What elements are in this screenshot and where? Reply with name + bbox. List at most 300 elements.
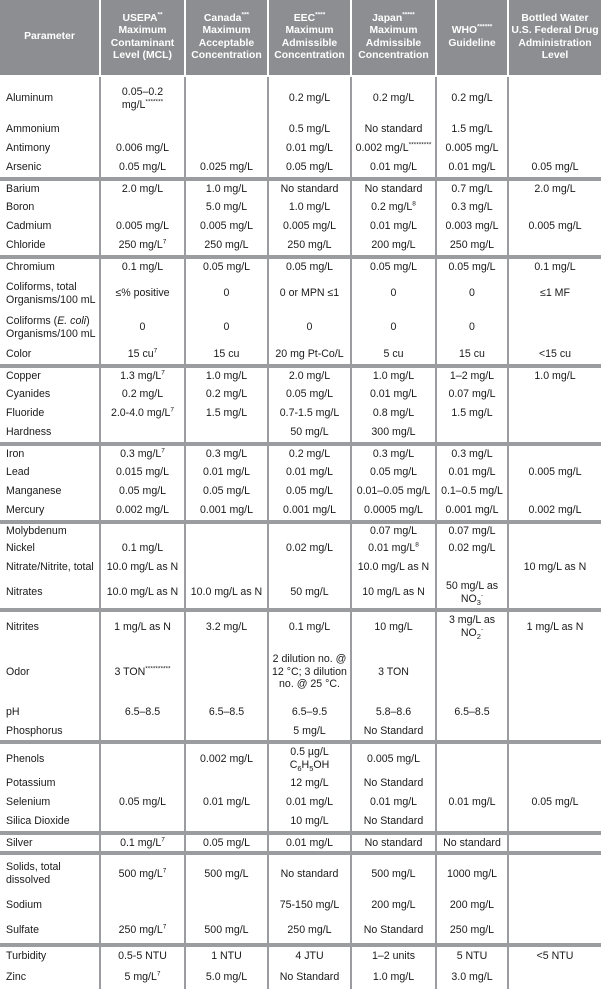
value-cell — [509, 198, 601, 217]
table-row — [0, 217, 601, 236]
value-cell: 1.0 mg/L — [352, 965, 437, 989]
value-cell: 0.2 $mg/L^8$ — [352, 198, 437, 217]
value-cell — [437, 774, 509, 793]
parameter-cell: Ammonium — [0, 120, 101, 139]
value-cell: 5.8–8.6 — [352, 702, 437, 723]
value-cell: 10.0 mg/L as N — [186, 577, 269, 608]
value-cell: 6.5–9.5 — [269, 702, 352, 723]
value-cell: 6.5–8.5 — [437, 702, 509, 723]
table-row — [0, 520, 601, 539]
parameter-cell: Turbidity — [0, 943, 101, 965]
value-cell — [186, 642, 269, 702]
value-cell: 0.05 mg/L — [269, 158, 352, 177]
parameter-cell: Iron — [0, 442, 101, 463]
value-cell — [186, 539, 269, 558]
value-cell: 3.0 mg/L — [437, 965, 509, 989]
value-cell: 0.005 mg/L — [186, 217, 269, 236]
value-cell — [509, 851, 601, 893]
value-cell: 50 mg/L — [269, 577, 352, 608]
value-cell — [509, 520, 601, 539]
value-cell — [509, 77, 601, 120]
value-cell: 0.01 mg/L — [269, 793, 352, 812]
parameter-cell: Arsenic — [0, 158, 101, 177]
value-cell: 2.0 mg/L — [101, 177, 186, 198]
value-cell: 0.05 mg/L — [186, 482, 269, 501]
header-who: WHO****** Guideline — [437, 0, 509, 77]
table-row — [0, 812, 601, 831]
value-cell: 4 JTU — [269, 943, 352, 965]
value-cell: 1.0 mg/L — [186, 177, 269, 198]
value-cell: 1.5 mg/L — [437, 120, 509, 139]
table-row — [0, 404, 601, 423]
table-body — [0, 77, 601, 989]
value-cell — [101, 120, 186, 139]
value-cell: ≤1 MF — [540, 287, 570, 300]
value-cell: 1.0 mg/L — [186, 364, 269, 385]
value-cell: 500 mg/L — [186, 851, 269, 893]
table-row — [0, 364, 601, 385]
value-cell — [509, 442, 601, 463]
value-cell: 0.01–0.05 mg/L — [352, 482, 437, 501]
value-cell — [101, 893, 186, 918]
table-row — [0, 442, 601, 463]
value-cell: 0.01 mg/L — [269, 831, 352, 851]
value-cell: 3.2 mg/L — [186, 608, 269, 642]
value-cell: 250 mg/L — [437, 918, 509, 943]
value-cell: 0.5 mg/L — [269, 120, 352, 139]
value-cell — [186, 139, 269, 158]
value-cell — [509, 702, 601, 723]
table-row — [0, 642, 601, 702]
value-cell — [101, 423, 186, 442]
parameter-cell: Lead — [0, 463, 101, 482]
table-row — [0, 774, 601, 793]
value-cell — [437, 642, 509, 702]
value-cell: 0.01 mg/L — [437, 793, 509, 812]
header-parameter: Parameter — [0, 0, 101, 77]
value-cell: 5 mg/L — [269, 723, 352, 740]
value-cell — [509, 482, 601, 501]
value-cell: 10 mg/L — [352, 608, 437, 642]
value-cell: 0.3 mg/L — [437, 198, 509, 217]
value-cell — [509, 311, 601, 344]
table-row — [0, 893, 601, 918]
value-cell — [186, 893, 269, 918]
value-cell — [509, 965, 601, 989]
parameter-cell: Coliforms (E. coli) Organisms/100 mL — [0, 311, 101, 344]
value-cell: 3 TON********** — [101, 642, 186, 702]
value-cell: 0.05 mg/L — [101, 482, 186, 501]
value-cell: 0.2 mg/L — [269, 442, 352, 463]
value-cell: 0.5-5 NTU — [101, 943, 186, 965]
parameter-cell: Copper — [0, 364, 101, 385]
parameter-cell: Solids, total dissolved — [0, 851, 101, 893]
value-cell: 0.02 mg/L — [269, 539, 352, 558]
header-eec: EEC**** Maximum Admissible Concentration — [269, 0, 352, 77]
value-cell: No Standard — [352, 774, 437, 793]
value-cell: 0.05 mg/L — [269, 255, 352, 276]
parameter-cell: Manganese — [0, 482, 101, 501]
parameter-cell: Hardness — [0, 423, 101, 442]
parameter-cell: Cadmium — [0, 217, 101, 236]
value-cell: 0.001 mg/L — [269, 501, 352, 520]
value-cell: 0.7 mg/L — [437, 177, 509, 198]
value-cell — [186, 520, 269, 539]
value-cell: 0.002 mg/L********* — [352, 139, 437, 158]
value-cell: 0.2 mg/L — [269, 77, 352, 120]
value-cell: 300 mg/L — [352, 423, 437, 442]
value-cell: 75-150 mg/L — [269, 893, 352, 918]
parameter-cell: Coliforms, total Organisms/100 mL — [0, 276, 101, 311]
value-cell: 0.015 mg/L — [101, 463, 186, 482]
value-cell: 0.005 mg/L — [528, 220, 582, 233]
value-cell: 50 mg/L as $NO_3^-$ — [437, 577, 509, 608]
value-cell: 0 — [101, 311, 186, 344]
value-cell: 0.005 mg/L — [269, 217, 352, 236]
table-row — [0, 255, 601, 276]
value-cell: 0.05 mg/L — [269, 482, 352, 501]
value-cell — [101, 812, 186, 831]
value-cell: 0.05 mg/L — [186, 255, 269, 276]
value-cell: 0.01 mg/L — [437, 158, 509, 177]
value-cell: 2 dilution no. @ 12 °C; 3 dilution no. @ 25 °C. — [269, 642, 352, 702]
value-cell: 1.0 mg/L — [269, 198, 352, 217]
value-cell: 0.05–0.2 mg/L******* — [101, 77, 186, 120]
value-cell: 0.01 $mg/L^8$ — [352, 539, 437, 558]
table-row — [0, 276, 601, 311]
value-cell: 0.002 mg/L — [101, 501, 186, 520]
value-cell — [101, 520, 186, 539]
parameter-cell: Color — [0, 344, 101, 364]
table-row — [0, 198, 601, 217]
value-cell: 3 TON — [352, 642, 437, 702]
parameter-cell: Molybdenum — [0, 520, 101, 539]
value-cell: 200 mg/L — [437, 893, 509, 918]
value-cell: 0.005 mg/L — [437, 139, 509, 158]
value-cell: 10.0 mg/L as N — [101, 577, 186, 608]
parameter-cell: Chloride — [0, 236, 101, 255]
value-cell: 0.1 mg/L — [269, 608, 352, 642]
value-cell: 250 mg/L — [269, 918, 352, 943]
value-cell: 0.1 mg/L — [101, 255, 186, 276]
value-cell: 1–2 mg/L — [437, 364, 509, 385]
value-cell: 0.1–0.5 mg/L — [437, 482, 509, 501]
value-cell — [437, 812, 509, 831]
parameter-cell: Fluoride — [0, 404, 101, 423]
table-row — [0, 385, 601, 404]
value-cell: 0.001 mg/L — [186, 501, 269, 520]
value-cell: 10 mg/L as N — [523, 561, 587, 574]
value-cell: 2.0 mg/L — [509, 177, 601, 198]
value-cell — [509, 539, 601, 558]
value-cell: 3 mg/L as $NO_2^-$ — [437, 608, 509, 642]
value-cell: 0.05 mg/L — [352, 463, 437, 482]
value-cell — [437, 423, 509, 442]
value-cell: 10 mg/L — [269, 812, 352, 831]
table-row — [0, 501, 601, 520]
table-row — [0, 423, 601, 442]
value-cell: 0.2 mg/L — [437, 77, 509, 120]
value-cell: 0.01 mg/L — [269, 139, 352, 158]
value-cell — [509, 423, 601, 442]
value-cell: 0.001 mg/L — [437, 501, 509, 520]
table-row — [0, 793, 601, 812]
parameter-cell: Cyanides — [0, 385, 101, 404]
value-cell — [509, 893, 601, 918]
value-cell: 0.2 mg/L — [352, 77, 437, 120]
value-cell: 15 $cu^7$ — [101, 344, 186, 364]
value-cell: 1 mg/L as N — [101, 608, 186, 642]
value-cell: 250 mg/L — [186, 236, 269, 255]
value-cell: 6.5–8.5 — [101, 702, 186, 723]
parameter-cell: Odor — [0, 642, 101, 702]
value-cell: 12 mg/L — [269, 774, 352, 793]
value-cell: 1.5 mg/L — [437, 404, 509, 423]
value-cell: 0.5 µg/L $C_6H_5OH$ — [269, 740, 352, 774]
value-cell — [509, 120, 601, 139]
value-cell: 500 $mg/L^7$ — [101, 851, 186, 893]
value-cell: 0.01 mg/L — [186, 463, 269, 482]
value-cell — [509, 642, 601, 702]
value-cell: 0.3 $mg/L^7$ — [101, 442, 186, 463]
value-cell: ≤% positive — [101, 276, 186, 311]
value-cell — [101, 740, 186, 774]
value-cell: 0.7-1.5 mg/L — [269, 404, 352, 423]
parameter-cell: Phenols — [0, 740, 101, 774]
parameter-cell: Chromium — [0, 255, 101, 276]
value-cell — [509, 918, 601, 943]
parameter-cell: Barium — [0, 177, 101, 198]
table-row — [0, 463, 601, 482]
value-cell: 0.002 mg/L — [528, 504, 582, 517]
table-row — [0, 577, 601, 608]
value-cell: 50 mg/L — [269, 423, 352, 442]
value-cell: 0.002 mg/L — [186, 740, 269, 774]
value-cell: 0 — [352, 276, 437, 311]
value-cell: 0.3 mg/L — [186, 442, 269, 463]
value-cell — [509, 831, 601, 851]
table-row — [0, 311, 601, 344]
value-cell: 0.1 $mg/L^7$ — [101, 831, 186, 851]
parameter-cell: Silver — [0, 831, 101, 851]
value-cell — [509, 404, 601, 423]
value-cell: 1 NTU — [186, 943, 269, 965]
value-cell: 1.0 mg/L — [352, 364, 437, 385]
value-cell: 1.5 mg/L — [186, 404, 269, 423]
value-cell: 5 $mg/L^7$ — [101, 965, 186, 989]
value-cell: 0.05 mg/L — [101, 793, 186, 812]
parameter-cell: Mercury — [0, 501, 101, 520]
value-cell: 0.003 mg/L — [437, 217, 509, 236]
table-row — [0, 702, 601, 723]
value-cell: 500 mg/L — [186, 918, 269, 943]
table-row — [0, 482, 601, 501]
value-cell: 0 — [437, 311, 509, 344]
value-cell: 15 cu — [437, 344, 509, 364]
value-cell: 0.01 mg/L — [352, 385, 437, 404]
value-cell: 0 — [352, 311, 437, 344]
value-cell — [509, 812, 601, 831]
value-cell: 1.0 mg/L — [509, 364, 601, 385]
header-canada: Canada*** Maximum Acceptable Concentration — [186, 0, 269, 77]
table-row — [0, 539, 601, 558]
table-row — [0, 608, 601, 642]
value-cell — [509, 139, 601, 158]
value-cell — [186, 77, 269, 120]
value-cell — [186, 423, 269, 442]
value-cell: 0.01 mg/L — [352, 793, 437, 812]
value-cell: 0 — [186, 311, 269, 344]
value-cell: 0.05 mg/L — [269, 385, 352, 404]
value-cell — [101, 198, 186, 217]
value-cell: 6.5–8.5 — [186, 702, 269, 723]
value-cell: 0.01 mg/L — [186, 793, 269, 812]
parameter-cell: Nitrates — [0, 577, 101, 608]
value-cell: No Standard — [352, 812, 437, 831]
parameter-cell: Antimony — [0, 139, 101, 158]
value-cell: 1.3 $mg/L^7$ — [101, 364, 186, 385]
value-cell: 20 mg Pt-Co/L — [269, 344, 352, 364]
value-cell: <15 cu — [538, 347, 572, 360]
value-cell: 2.0-4.0 $mg/L^7$ — [101, 404, 186, 423]
value-cell: 0.05 mg/L — [531, 161, 579, 174]
value-cell: No standard — [352, 120, 437, 139]
value-cell: 0 — [269, 311, 352, 344]
value-cell: 0.05 mg/L — [101, 158, 186, 177]
value-cell — [437, 740, 509, 774]
value-cell: <5 NTU — [509, 943, 601, 965]
value-cell: 0.005 mg/L — [352, 740, 437, 774]
value-cell: 0.05 mg/L — [531, 796, 579, 809]
table-row — [0, 943, 601, 965]
table-row — [0, 558, 601, 577]
value-cell — [509, 577, 601, 608]
value-cell: 5 cu — [352, 344, 437, 364]
value-cell: 250 mg/L — [437, 236, 509, 255]
value-cell — [269, 520, 352, 539]
value-cell — [437, 723, 509, 740]
table-row — [0, 139, 601, 158]
value-cell: 250 $mg/L^7$ — [101, 918, 186, 943]
value-cell: 200 mg/L — [352, 236, 437, 255]
value-cell — [186, 774, 269, 793]
value-cell: 250 mg/L — [269, 236, 352, 255]
parameter-cell: pH — [0, 702, 101, 723]
value-cell — [101, 723, 186, 740]
value-cell: 0.07 mg/L — [437, 385, 509, 404]
parameter-cell: Silica Dioxide — [0, 812, 101, 831]
value-cell — [509, 385, 601, 404]
value-cell: 0 — [186, 276, 269, 311]
value-cell: 1000 mg/L — [437, 851, 509, 893]
value-cell: 0.2 mg/L — [186, 385, 269, 404]
value-cell — [509, 723, 601, 740]
table-row — [0, 236, 601, 255]
value-cell — [186, 120, 269, 139]
value-cell: 0.1 mg/L — [509, 255, 601, 276]
table-row — [0, 158, 601, 177]
parameter-cell: Aluminum — [0, 77, 101, 120]
value-cell: 10.0 mg/L as N — [101, 558, 186, 577]
value-cell — [437, 558, 509, 577]
value-cell: 5 NTU — [437, 943, 509, 965]
value-cell: 0.2 mg/L — [101, 385, 186, 404]
parameter-cell: Nitrites — [0, 608, 101, 642]
value-cell: 0 or MPN ≤1 — [269, 276, 352, 311]
value-cell: No Standard — [352, 723, 437, 740]
value-cell: 200 mg/L — [352, 893, 437, 918]
value-cell: 0.05 mg/L — [186, 831, 269, 851]
header-usepa: USEPA** Maximum Contaminant Level (MCL) — [101, 0, 186, 77]
parameter-cell: Sulfate — [0, 918, 101, 943]
value-cell: 1–2 units — [352, 943, 437, 965]
header-bottled-water: Bottled Water U.S. Federal Drug Administration Level — [509, 0, 601, 77]
value-cell: No standard — [352, 177, 437, 198]
value-cell — [186, 812, 269, 831]
value-cell — [509, 774, 601, 793]
value-cell: 10 mg/L as N — [352, 577, 437, 608]
value-cell: 0.01 mg/L — [352, 217, 437, 236]
value-cell — [186, 723, 269, 740]
value-cell: No standard — [269, 177, 352, 198]
parameter-cell: Sodium — [0, 893, 101, 918]
table-row — [0, 831, 601, 851]
header-row — [0, 0, 601, 77]
value-cell: No standard — [437, 831, 509, 851]
table-row — [0, 851, 601, 893]
value-cell: 0.05 mg/L — [352, 255, 437, 276]
value-cell: 0.01 mg/L — [437, 463, 509, 482]
value-cell — [186, 558, 269, 577]
value-cell: No standard — [352, 831, 437, 851]
value-cell: 0.3 mg/L — [352, 442, 437, 463]
parameter-cell: Nitrate/Nitrite, total — [0, 558, 101, 577]
value-cell: 15 cu — [186, 344, 269, 364]
value-cell: 5.0 mg/L — [186, 965, 269, 989]
parameter-cell: Potassium — [0, 774, 101, 793]
value-cell: 0.07 mg/L — [437, 520, 509, 539]
table-row — [0, 740, 601, 774]
value-cell: 0.005 mg/L — [528, 466, 582, 479]
value-cell — [269, 558, 352, 577]
value-cell: No Standard — [269, 965, 352, 989]
table-row — [0, 77, 601, 120]
parameter-cell: Boron — [0, 198, 101, 217]
table-row — [0, 965, 601, 989]
value-cell: 0 — [437, 276, 509, 311]
table-row — [0, 723, 601, 740]
value-cell: 250 $mg/L^7$ — [101, 236, 186, 255]
value-cell: 0.05 mg/L — [437, 255, 509, 276]
value-cell: 0.3 mg/L — [437, 442, 509, 463]
parameter-cell: Phosphorus — [0, 723, 101, 740]
header-japan: Japan***** Maximum Admissible Concentration — [352, 0, 437, 77]
parameter-cell: Selenium — [0, 793, 101, 812]
value-cell: 0.025 mg/L — [186, 158, 269, 177]
value-cell: 5.0 mg/L — [186, 198, 269, 217]
value-cell: 500 mg/L — [352, 851, 437, 893]
value-cell: 2.0 mg/L — [269, 364, 352, 385]
table-row — [0, 120, 601, 139]
value-cell: 0.01 mg/L — [352, 158, 437, 177]
value-cell: 10.0 mg/L as N — [352, 558, 437, 577]
value-cell — [101, 774, 186, 793]
table-row — [0, 918, 601, 943]
parameter-cell: Nickel — [0, 539, 101, 558]
value-cell: 0.005 mg/L — [101, 217, 186, 236]
value-cell: 1 mg/L as N — [509, 608, 601, 642]
value-cell — [509, 740, 601, 774]
